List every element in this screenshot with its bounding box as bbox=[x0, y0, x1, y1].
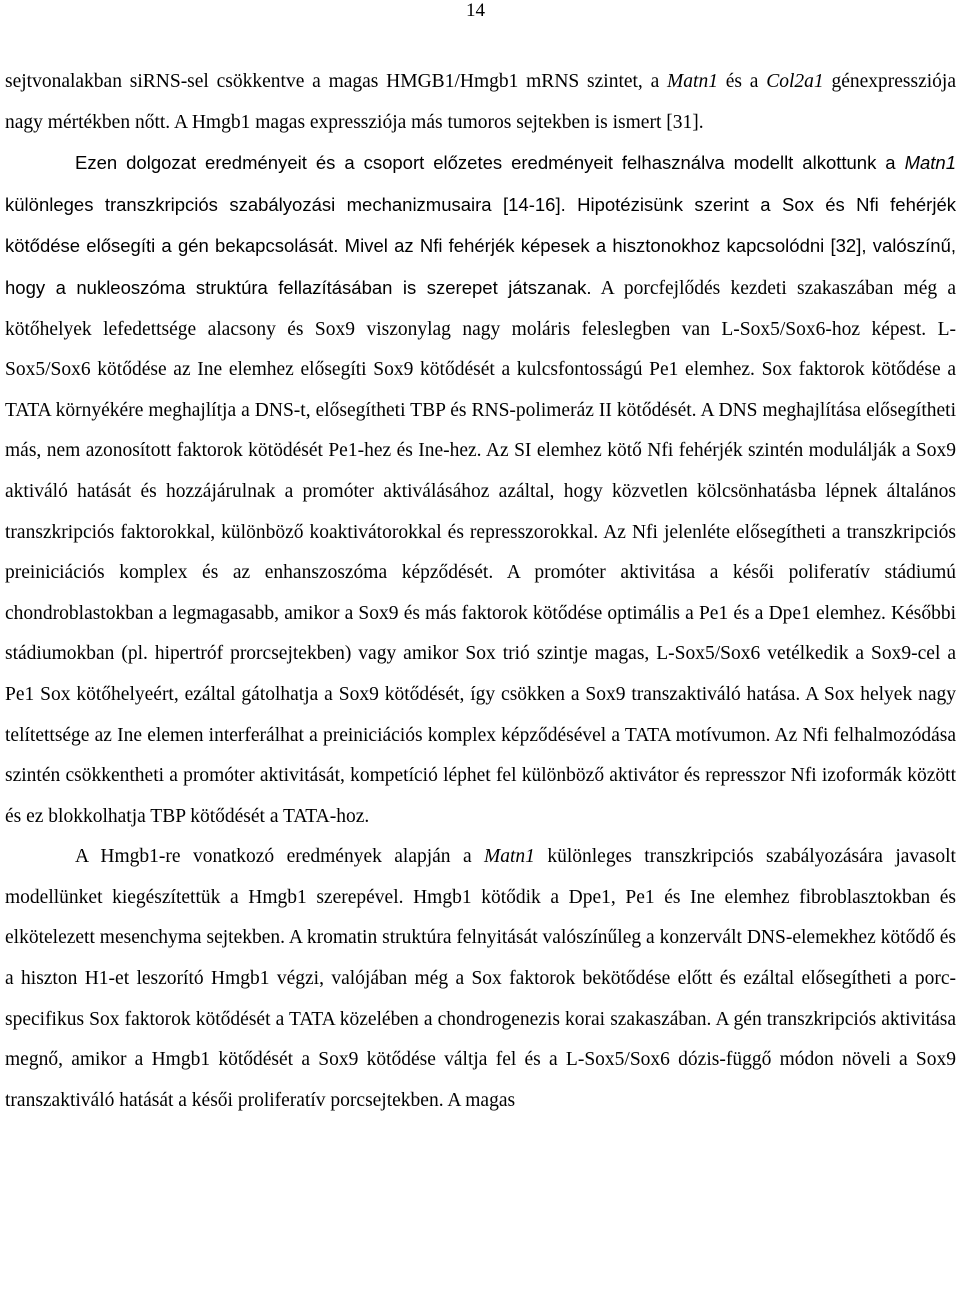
document-body bbox=[5, 62, 956, 1121]
p3-gene-matn1: Matn1 bbox=[484, 846, 535, 868]
p1-text-2: és a bbox=[717, 71, 767, 92]
p1-text-3: génexpressziója nagy mértékben nőtt. A Hmgb1 magas expressziója más tumoros sejtekben is ismert [31]. bbox=[5, 71, 956, 133]
p2-gene-matn1: Matn1 bbox=[904, 152, 956, 174]
p3-text-2: különleges transzkripciós szabályozására javasolt modellünket kiegészítettük a Hmgb1 szerepével. Hmgb1 kötődik a Dpe1, Pe1 és Ine elemhez fibroblasztokban és elkötelezett mesenchyma sejtekben. A kromatin struktúra felnyitását valószínűleg a konzervált DNS-elemekhez kötődő és a hiszton H1-et leszorító Hmgb1 végzi, valójában még a Sox faktorok bekötődése előtt és ezáltal elősegítheti a porc-specifikus Sox faktorok kötődését a TATA közelében a chondrogenezis korai szakaszában. A gén transzkripciós aktivitása megnő, amikor a Hmgb1 kötődését a Sox9 kötődése váltja fel és a L-Sox5/Sox6 dózis-függő módon növeli a Sox9 transzaktiváló hatását a késői proliferatív porcsejtekben. A magas bbox=[5, 846, 956, 1111]
p2-text-3: A porcfejlődés kezdeti szakaszában még a kötőhelyek lefedettsége alacsony és Sox9 viszonylag nagy moláris feleslegben van L-Sox5/Sox6-hoz képest. L-Sox5/Sox6 kötődése az Ine elemhez elősegíti Sox9 kötődését a kulcsfontosságú Pe1 elemhez. Sox faktorok kötődése a TATA környékére meghajlítja a DNS-t, elősegítheti TBP és RNS-polimeráz II kötődését. A DNS meghajlítása elősegítheti más, nem azonosított faktorok kötödését Pe1-hez és Ine-hez. Az SI elemhez kötő Nfi fehérjék szintén modulálják a Sox9 aktiváló hatását és hozzájárulnak a promóter aktiválásához azáltal, hogy közvetlen kölcsönhatásba lépnek általános transzkripciós faktorokkal, különböző koaktivátorokkal és represszorokkal. Az Nfi jelenléte elősegítheti a transzkripciós preiniciációs komplex és az enhanszoszóma képződését. A promóter aktivitása a késői poliferatív stádiumú chondroblastokban a legmagasabb, amikor a Sox9 és más faktorok kötődése optimális a Pe1 és a Dpe1 elemhez. Későbbi stádiumokban (pl. hipertróf prorcsejtekben) vagy amikor Sox trió szintje magas, L-Sox5/Sox6 vetélkedik a Sox9-cel a Pe1 Sox kötőhelyeért, ezáltal gátolhatja a Sox9 kötődését, így csökken a Sox9 transzaktiváló hatása. A Sox helyek nagy telítettsége az Ine elemen interferálhat a preiniciációs komplex képződésével a TATA motívumon. Az Nfi felhalmozódása szintén csökkentheti a promóter aktivitását, kompetíció léphet fel különböző aktivátor és represszor Nfi izoformák között és ez blokkolhatja TBP kötődését a TATA-hoz. bbox=[5, 277, 956, 827]
paragraph-1 bbox=[5, 62, 956, 143]
p1-gene-matn1: Matn1 bbox=[667, 71, 718, 92]
paragraph-2 bbox=[5, 143, 956, 837]
p1-text-1: sejtvonalakban siRNS-sel csökkentve a magas HMGB1/Hmgb1 mRNS szintet, a bbox=[5, 71, 668, 92]
paragraph-3 bbox=[5, 837, 956, 1121]
page-number: 14 bbox=[466, 0, 485, 21]
p2-text-1: Ezen dolgozat eredményeit és a csoport előzetes eredményeit felhasználva modellt alkottunk a bbox=[75, 152, 905, 174]
p2-text-2: különleges transzkripciós szabályozási mechanizmusaira [14-16]. Hipotézisünk szerint a Sox és Nfi fehérjék kötődése elősegíti a gén bekapcsolását. Mivel az Nfi fehérjék képesek a hisztonokhoz kapcsolódni [32], valószínű, hogy a nukleoszóma struktúra fellazításában is szerepet játszanak. bbox=[5, 193, 956, 298]
p3-text-1: A Hmgb1-re vonatkozó eredmények alapján a bbox=[75, 846, 485, 868]
p1-gene-col2a1: Col2a1 bbox=[766, 71, 824, 92]
